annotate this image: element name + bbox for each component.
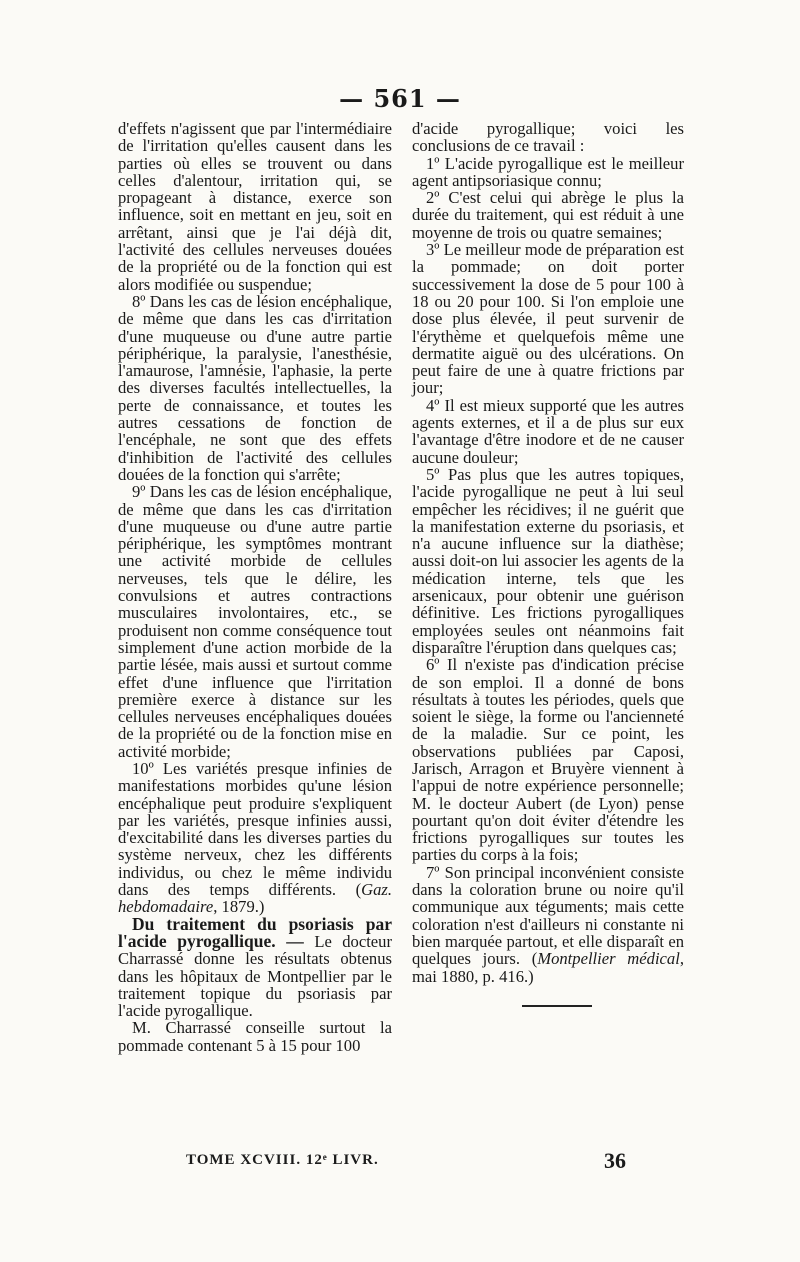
paragraph-point-8: 8º Dans les cas de lésion encéphalique, de même que dans les cas d'irritation d'une muqueuse ou d'une autre partie périphérique, la paralysie, l'anesthésie, l'amaurose, l'amnésie, l'aphasie, la perte des diverses facultés intellectuelles, la perte de connaissance, et toutes les autres cessations de fonction de l'encéphale, ne sont que des effets d'inhibition de l'activité des cellules douées de la fonction qui s'arrête; [118,291,392,484]
paragraph-point-9: 9º Dans les cas de lésion encéphalique, de même que dans les cas d'irritation d'une muqueuse ou d'une autre partie périphérique, les symptômes montrant une activité morbide de cellules nerveuses, tels que le délire, les convulsions et autres contractions musculaires involontaires, etc., se produisent non comme conséquence tout simplement d'une action morbide de la partie lésée, mais aussi et surtout comme effet d'une influence que l'irritation première exerce à distance sur les cellules nerveuses encéphaliques douées de la propriété ou de la fonction mise en activité morbide; [118,482,392,761]
right-column [412,120,684,1007]
volume-signature: TOME XCVIII. 12ᵉ LIVR. [186,1152,379,1168]
article-dash: — [275,930,315,951]
source-citation: Montpellier médical [537,949,680,969]
page-number: — 561 — [339,84,461,113]
article-title: Du traitement du psoriasis par l'acide pyrogallique. [118,913,392,951]
paragraph-continued: d'effets n'agissent que par l'intermédiaire de l'irritation qu'elles causent dans les parties où elles se trouvent ou dans celles d'alentour, irritation qui, se propageant à distance, exerce son influence, soit en mettant en jeu, soit en arrêtant, ainsi que je l'ai déjà dit, l'activité des cellules nerveuses douées de la propriété ou de la fonction qui est alors modifiée ou suspendue; [118,119,392,294]
citation-year: , 1879.) [213,897,265,917]
article-intro: Le docteur Charrassé donne les résultats obtenus dans les hôpitaux de Montpellier par le traitement topique du psoriasis par l'acide pyrogallique. [118,931,392,1021]
point-10-text: 10º Les variétés presque infinies de manifestations morbides qu'une lésion encéphalique peut produire s'expliquent par les variétés, presque infinies aussi, d'excitabilité dans les diverses parties du système nerveux, chez les différents individus, ou chez le même individu dans des temps différents. ( [118,758,392,900]
conclusion-5: 5º Pas plus que les autres topiques, l'acide pyrogallique ne peut à lui seul empêcher les récidives; il ne guérit que la manifestation externe du psoriasis, et n'a aucune influence sur la diathèse; aussi doit-on lui associer les agents de la médication interne, tels que les arsenicaux, pour obtenir une guérison définitive. Les frictions pyrogalliques employées seules ont néanmoins fait disparaître l'éruption dans quelques cas; [412,464,684,657]
paragraph-point-10 [118,760,392,916]
conclusion-7 [412,864,684,985]
section-divider [522,1005,592,1007]
conclusion-7-text: 7º Son principal inconvénient consiste dans la coloration brune ou noire qu'il communique aux téguments; mais cette coloration n'est d'ailleurs ni constante ni bien marquée partout, et elle disparaît en quelques jours. ( [412,862,684,969]
conclusions-intro: d'acide pyrogallique; voici les conclusions de ce travail : [412,119,684,156]
article-paragraph: M. Charrassé conseille surtout la pommade contenant 5 à 15 pour 100 [118,1018,392,1055]
source-citation: Gaz. hebdomadaire [118,880,392,917]
article-heading [118,913,392,1021]
conclusion-6: 6º Il n'existe pas d'indication précise de son emploi. Il a donné de bons résultats à toutes les périodes, quels que soient le siège, la forme ou l'ancienneté de la maladie. Sur ce point, les observations publiées par Caposi, Jarisch, Arragon et Bruyère viennent à l'appui de notre expérience personnelle; M. le docteur Aubert (de Lyon) pense pourtant qu'on doit éviter d'étendre les frictions pyrogalliques sur toutes les parties du corps à la fois; [412,655,684,865]
citation-date: , mai 1880, p. 416.) [412,949,684,986]
sheet-signature: 36 [604,1148,626,1173]
conclusion-1: 1º L'acide pyrogallique est le meilleur agent antipsoriasique connu; [412,153,684,190]
left-column [118,120,392,1054]
conclusion-4: 4º Il est mieux supporté que les autres agents externes, et il a de plus sur eux l'avantage d'être inodore et de ne causer aucune douleur; [412,395,684,467]
conclusion-2: 2º C'est celui qui abrège le plus la durée du traitement, qui est réduit à une moyenne de trois ou quatre semaines; [412,188,684,242]
conclusion-3: 3º Le meilleur mode de préparation est la pommade; on doit porter successivement la dose de 5 pour 100 à 18 ou 20 pour 100. Si l'on emploie une dose plus élevée, il peut survenir de l'érythème et quelquefois même une dermatite aiguë ou des ulcérations. On peut faire de une à quatre frictions par jour; [412,240,684,398]
